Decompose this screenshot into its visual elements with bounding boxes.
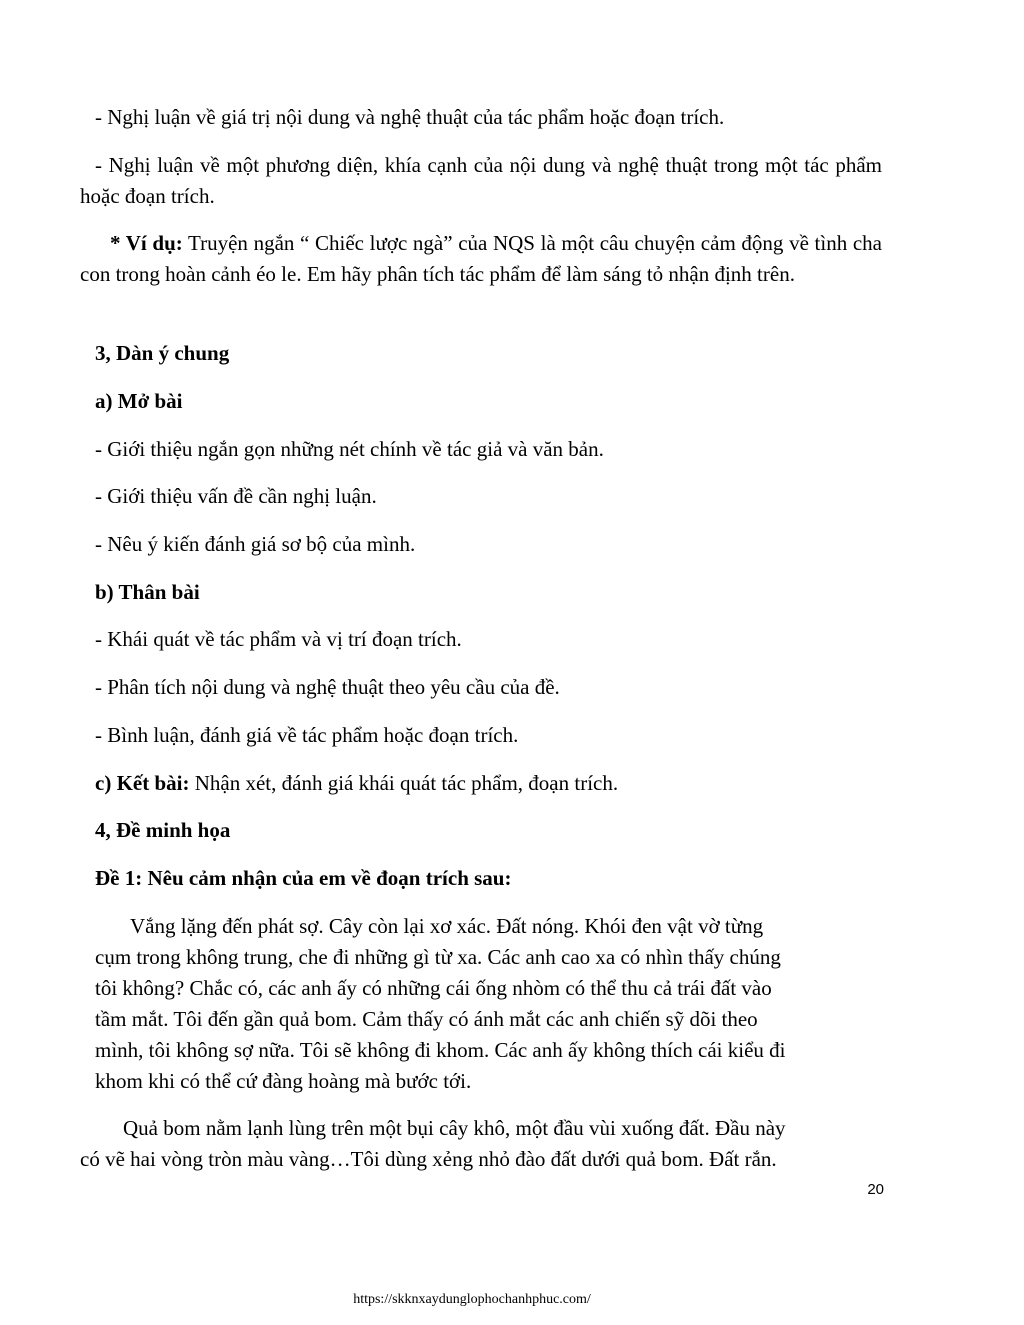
item-b2: - Phân tích nội dung và nghệ thuật theo yêu cầu của đề.	[95, 675, 560, 699]
heading-b-text: b) Thân bài	[95, 580, 200, 604]
paragraph-2: - Nghị luận về một phương diện, khía cạnh của nội dung và nghệ thuật trong một tác phẩm hoặc đoạn trích.	[80, 153, 882, 208]
example-paragraph	[80, 228, 882, 290]
example-label: * Ví dụ:	[110, 231, 183, 255]
paragraph-1: - Nghị luận về giá trị nội dung và nghệ thuật của tác phẩm hoặc đoạn trích.	[95, 105, 725, 129]
conclusion-label: c) Kết bài:	[95, 771, 190, 795]
item-a3: - Nêu ý kiến đánh giá sơ bộ của mình.	[95, 532, 416, 556]
conclusion-text: Nhận xét, đánh giá khái quát tác phẩm, đoạn trích.	[189, 771, 619, 795]
excerpt-1-line: tôi không? Chắc có, các anh ấy có những cái ống nhòm có thể thu cả trái đất vào	[95, 976, 772, 1000]
excerpt-2-line: có vẽ hai vòng tròn màu vàng…Tôi dùng xẻng nhỏ đào đất dưới quả bom. Đất rắn.	[80, 1147, 777, 1171]
conclusion-line	[95, 768, 618, 799]
footer-url: https://skknxaydunglophochanhphuc.com/	[353, 1292, 591, 1307]
excerpt-1-line: khom khi có thể cứ đàng hoàng mà bước tới.	[95, 1069, 472, 1093]
heading-a	[95, 386, 182, 417]
excerpt-1-line: cụm trong không trung, che đi những gì từ xa. Các anh cao xa có nhìn thấy chúng	[95, 945, 781, 969]
heading-4	[95, 815, 230, 846]
exercise-1-title	[95, 863, 511, 894]
item-b1: - Khái quát về tác phẩm và vị trí đoạn trích.	[95, 627, 462, 651]
heading-a-text: a) Mở bài	[95, 389, 183, 413]
item-a1: - Giới thiệu ngắn gọn những nét chính về tác giả và văn bản.	[95, 437, 604, 461]
excerpt-1-line: mình, tôi không sợ nữa. Tôi sẽ không đi khom. Các anh ấy không thích cái kiểu đi	[95, 1038, 786, 1062]
page-number: 20	[867, 1181, 884, 1198]
example-text: Truyện ngắn “ Chiếc lược ngà” của NQS là một câu chuyện cảm động về tình cha con trong hoàn cảnh éo le. Em hãy phân tích tác phẩm để làm sáng tỏ nhận định trên.	[80, 231, 882, 286]
excerpt-2-line: Quả bom nằm lạnh lùng trên một bụi cây khô, một đầu vùi xuống đất. Đầu này	[123, 1116, 786, 1140]
heading-3	[95, 338, 229, 369]
heading-4-text: 4, Đề minh họa	[95, 818, 231, 842]
heading-3-text: 3, Dàn ý chung	[95, 341, 230, 365]
exercise-1-title-text: Đề 1: Nêu cảm nhận của em về đoạn trích sau:	[95, 866, 512, 890]
excerpt-1-line: tầm mắt. Tôi đến gần quả bom. Cảm thấy có ánh mắt các anh chiến sỹ dõi theo	[95, 1007, 758, 1031]
excerpt-1-line: Vắng lặng đến phát sợ. Cây còn lại xơ xác. Đất nóng. Khói đen vật vờ từng	[130, 914, 764, 938]
heading-b	[95, 577, 200, 608]
item-b3: - Bình luận, đánh giá về tác phẩm hoặc đoạn trích.	[95, 723, 519, 747]
item-a2: - Giới thiệu vấn đề cần nghị luận.	[95, 484, 377, 508]
